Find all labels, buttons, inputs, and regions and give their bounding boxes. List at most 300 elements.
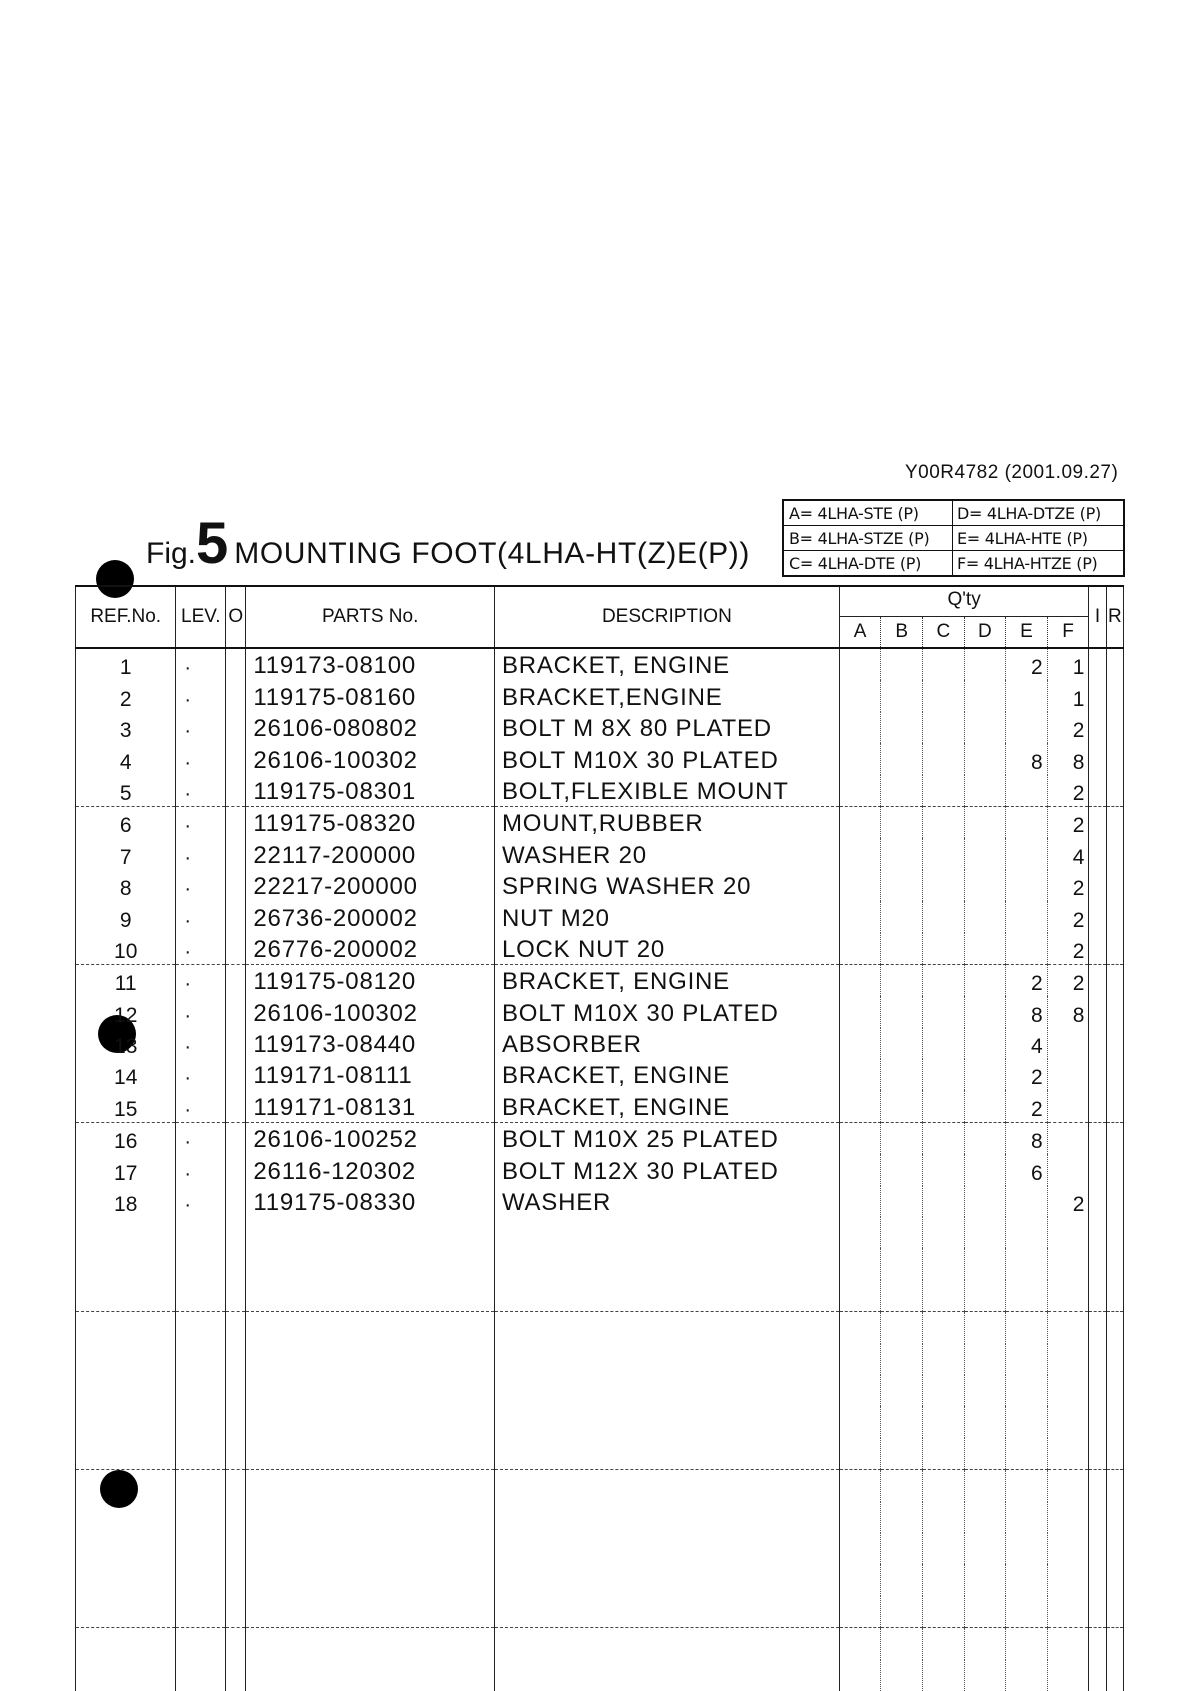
qty-e-cell bbox=[1006, 680, 1048, 711]
blank-cell bbox=[964, 1438, 1006, 1470]
r-cell bbox=[1106, 838, 1123, 869]
blank-cell bbox=[881, 1596, 923, 1628]
blank-row bbox=[76, 1660, 1124, 1691]
i-cell bbox=[1089, 1154, 1106, 1185]
blank-cell bbox=[176, 1344, 226, 1375]
blank-cell bbox=[76, 1375, 176, 1406]
lev-cell: · bbox=[176, 1122, 226, 1154]
blank-cell bbox=[1106, 1280, 1123, 1312]
o-cell bbox=[226, 680, 246, 711]
blank-cell bbox=[494, 1533, 839, 1564]
i-cell bbox=[1089, 680, 1106, 711]
blank-cell bbox=[1106, 1660, 1123, 1691]
qty-c-cell bbox=[923, 1090, 965, 1122]
blank-cell bbox=[1006, 1280, 1048, 1312]
blank-cell bbox=[76, 1596, 176, 1628]
qty-b-cell bbox=[881, 1154, 923, 1185]
blank-cell bbox=[176, 1470, 226, 1502]
blank-cell bbox=[1089, 1248, 1106, 1279]
blank-cell bbox=[1047, 1564, 1089, 1595]
part-number-cell: 119173-08440 bbox=[246, 1028, 495, 1059]
qty-b-cell bbox=[881, 648, 923, 680]
qty-d-cell bbox=[964, 964, 1006, 996]
part-number-cell: 119175-08160 bbox=[246, 680, 495, 711]
o-cell bbox=[226, 775, 246, 807]
blank-cell bbox=[494, 1217, 839, 1248]
blank-cell bbox=[176, 1596, 226, 1628]
description-cell: BOLT M12X 30 PLATED bbox=[494, 1154, 839, 1185]
blank-cell bbox=[226, 1344, 246, 1375]
blank-cell bbox=[1106, 1217, 1123, 1248]
ref-no-cell: 1 bbox=[76, 648, 176, 680]
qty-e-cell bbox=[1006, 1186, 1048, 1217]
o-cell bbox=[226, 838, 246, 869]
blank-cell bbox=[839, 1406, 881, 1437]
blank-cell bbox=[964, 1280, 1006, 1312]
o-cell bbox=[226, 806, 246, 838]
blank-cell bbox=[1006, 1248, 1048, 1279]
blank-cell bbox=[494, 1470, 839, 1502]
description-cell: BRACKET,ENGINE bbox=[494, 680, 839, 711]
blank-cell bbox=[839, 1375, 881, 1406]
blank-cell bbox=[1089, 1344, 1106, 1375]
qty-e-cell bbox=[1006, 712, 1048, 743]
qty-c-cell bbox=[923, 1186, 965, 1217]
qty-a-cell bbox=[839, 964, 881, 996]
lev-cell: · bbox=[176, 901, 226, 932]
table-row bbox=[76, 1186, 1124, 1217]
blank-cell bbox=[881, 1217, 923, 1248]
blank-cell bbox=[1089, 1502, 1106, 1533]
qty-b-cell bbox=[881, 680, 923, 711]
table-row bbox=[76, 1090, 1124, 1122]
r-cell bbox=[1106, 1059, 1123, 1090]
lev-cell: · bbox=[176, 870, 226, 901]
blank-cell bbox=[923, 1248, 965, 1279]
r-cell bbox=[1106, 806, 1123, 838]
part-number-cell: 26116-120302 bbox=[246, 1154, 495, 1185]
blank-cell bbox=[923, 1660, 965, 1691]
blank-cell bbox=[839, 1660, 881, 1691]
qty-e-cell: 8 bbox=[1006, 996, 1048, 1027]
blank-cell bbox=[1047, 1533, 1089, 1564]
o-cell bbox=[226, 648, 246, 680]
blank-cell bbox=[76, 1280, 176, 1312]
blank-cell bbox=[226, 1406, 246, 1437]
blank-cell bbox=[881, 1502, 923, 1533]
qty-f-cell: 2 bbox=[1047, 870, 1089, 901]
qty-f-cell bbox=[1047, 1059, 1089, 1090]
description-cell: BOLT,FLEXIBLE MOUNT bbox=[494, 775, 839, 807]
r-cell bbox=[1106, 870, 1123, 901]
r-cell bbox=[1106, 933, 1123, 965]
header-qty-f: F bbox=[1047, 617, 1089, 647]
blank-cell bbox=[226, 1312, 246, 1344]
lev-cell: · bbox=[176, 648, 226, 680]
description-cell: WASHER 20 bbox=[494, 838, 839, 869]
blank-cell bbox=[964, 1217, 1006, 1248]
o-cell bbox=[226, 712, 246, 743]
ref-no-cell: 6 bbox=[76, 806, 176, 838]
blank-cell bbox=[226, 1502, 246, 1533]
ref-no-cell: 3 bbox=[76, 712, 176, 743]
blank-cell bbox=[226, 1248, 246, 1279]
qty-e-cell bbox=[1006, 933, 1048, 965]
blank-cell bbox=[226, 1470, 246, 1502]
blank-cell bbox=[176, 1375, 226, 1406]
qty-a-cell bbox=[839, 806, 881, 838]
qty-b-cell bbox=[881, 964, 923, 996]
i-cell bbox=[1089, 712, 1106, 743]
description-cell: BRACKET, ENGINE bbox=[494, 648, 839, 680]
blank-cell bbox=[76, 1533, 176, 1564]
blank-row bbox=[76, 1375, 1124, 1406]
qty-e-cell bbox=[1006, 775, 1048, 807]
table-row bbox=[76, 712, 1124, 743]
qty-f-cell: 1 bbox=[1047, 648, 1089, 680]
qty-a-cell bbox=[839, 680, 881, 711]
o-cell bbox=[226, 1122, 246, 1154]
lev-cell: · bbox=[176, 964, 226, 996]
blank-cell bbox=[881, 1406, 923, 1437]
qty-a-cell bbox=[839, 743, 881, 774]
blank-row bbox=[76, 1344, 1124, 1375]
qty-f-cell bbox=[1047, 1122, 1089, 1154]
blank-cell bbox=[839, 1470, 881, 1502]
ref-no-cell: 7 bbox=[76, 838, 176, 869]
blank-cell bbox=[1047, 1438, 1089, 1470]
table-row bbox=[76, 1122, 1124, 1154]
table-row bbox=[76, 680, 1124, 711]
blank-cell bbox=[176, 1660, 226, 1691]
description-cell: BRACKET, ENGINE bbox=[494, 1059, 839, 1090]
lev-cell: · bbox=[176, 1154, 226, 1185]
table-row bbox=[76, 1028, 1124, 1059]
blank-cell bbox=[964, 1470, 1006, 1502]
legend-model-b: B= 4LHA-STZE (P) bbox=[789, 529, 930, 548]
blank-cell bbox=[494, 1248, 839, 1279]
qty-b-cell bbox=[881, 712, 923, 743]
qty-a-cell bbox=[839, 1186, 881, 1217]
o-cell bbox=[226, 933, 246, 965]
blank-cell bbox=[246, 1217, 495, 1248]
blank-cell bbox=[246, 1596, 495, 1628]
qty-c-cell bbox=[923, 964, 965, 996]
blank-cell bbox=[1006, 1217, 1048, 1248]
qty-b-cell bbox=[881, 870, 923, 901]
blank-cell bbox=[1106, 1312, 1123, 1344]
header-qty-c: C bbox=[922, 617, 964, 647]
blank-cell bbox=[246, 1470, 495, 1502]
lev-cell: · bbox=[176, 775, 226, 807]
blank-cell bbox=[1106, 1596, 1123, 1628]
table-row bbox=[76, 648, 1124, 680]
header-i: I bbox=[1089, 586, 1106, 648]
i-cell bbox=[1089, 996, 1106, 1027]
i-cell bbox=[1089, 838, 1106, 869]
qty-c-cell bbox=[923, 996, 965, 1027]
blank-row bbox=[76, 1470, 1124, 1502]
r-cell bbox=[1106, 1122, 1123, 1154]
qty-c-cell bbox=[923, 870, 965, 901]
blank-cell bbox=[494, 1596, 839, 1628]
i-cell bbox=[1089, 1090, 1106, 1122]
part-number-cell: 26106-100302 bbox=[246, 996, 495, 1027]
blank-cell bbox=[881, 1248, 923, 1279]
description-cell: BOLT M10X 25 PLATED bbox=[494, 1122, 839, 1154]
blank-cell bbox=[964, 1312, 1006, 1344]
blank-cell bbox=[226, 1375, 246, 1406]
table-row bbox=[76, 775, 1124, 807]
blank-cell bbox=[494, 1564, 839, 1595]
blank-cell bbox=[1106, 1470, 1123, 1502]
model-legend bbox=[782, 499, 1125, 577]
blank-cell bbox=[964, 1406, 1006, 1437]
blank-row bbox=[76, 1312, 1124, 1344]
qty-a-cell bbox=[839, 870, 881, 901]
qty-a-cell bbox=[839, 838, 881, 869]
qty-b-cell bbox=[881, 933, 923, 965]
legend-model-c: C= 4LHA-DTE (P) bbox=[789, 554, 922, 573]
blank-cell bbox=[1047, 1280, 1089, 1312]
blank-cell bbox=[881, 1312, 923, 1344]
blank-cell bbox=[1106, 1502, 1123, 1533]
qty-e-cell bbox=[1006, 838, 1048, 869]
blank-cell bbox=[839, 1248, 881, 1279]
blank-cell bbox=[1106, 1406, 1123, 1437]
qty-a-cell bbox=[839, 996, 881, 1027]
qty-f-cell bbox=[1047, 1090, 1089, 1122]
blank-cell bbox=[1047, 1344, 1089, 1375]
part-number-cell: 119175-08320 bbox=[246, 806, 495, 838]
o-cell bbox=[226, 743, 246, 774]
table-row bbox=[76, 870, 1124, 901]
blank-cell bbox=[246, 1280, 495, 1312]
legend-divider bbox=[784, 525, 1123, 526]
blank-cell bbox=[964, 1533, 1006, 1564]
blank-cell bbox=[881, 1470, 923, 1502]
blank-cell bbox=[964, 1564, 1006, 1595]
blank-cell bbox=[226, 1280, 246, 1312]
blank-cell bbox=[226, 1438, 246, 1470]
qty-d-cell bbox=[964, 775, 1006, 807]
blank-cell bbox=[76, 1217, 176, 1248]
blank-cell bbox=[246, 1312, 495, 1344]
r-cell bbox=[1106, 775, 1123, 807]
qty-e-cell: 4 bbox=[1006, 1028, 1048, 1059]
header-ref-no: REF.No. bbox=[76, 586, 176, 648]
part-number-cell: 22217-200000 bbox=[246, 870, 495, 901]
description-cell: BOLT M 8X 80 PLATED bbox=[494, 712, 839, 743]
qty-d-cell bbox=[964, 680, 1006, 711]
part-number-cell: 26106-080802 bbox=[246, 712, 495, 743]
blank-cell bbox=[246, 1406, 495, 1437]
qty-f-cell: 2 bbox=[1047, 964, 1089, 996]
lev-cell: · bbox=[176, 743, 226, 774]
o-cell bbox=[226, 1090, 246, 1122]
qty-f-cell: 1 bbox=[1047, 680, 1089, 711]
header-qty-a: A bbox=[853, 621, 867, 642]
blank-cell bbox=[494, 1406, 839, 1437]
blank-cell bbox=[923, 1564, 965, 1595]
blank-cell bbox=[1089, 1406, 1106, 1437]
lev-cell: · bbox=[176, 712, 226, 743]
blank-cell bbox=[1047, 1660, 1089, 1691]
blank-cell bbox=[176, 1248, 226, 1279]
blank-cell bbox=[176, 1438, 226, 1470]
blank-cell bbox=[76, 1312, 176, 1344]
qty-d-cell bbox=[964, 933, 1006, 965]
header-o: O bbox=[226, 586, 246, 648]
qty-c-cell bbox=[923, 1122, 965, 1154]
blank-cell bbox=[1006, 1660, 1048, 1691]
qty-d-cell bbox=[964, 648, 1006, 680]
figure-prefix: Fig. bbox=[146, 537, 197, 570]
qty-a-cell bbox=[839, 1028, 881, 1059]
qty-d-cell bbox=[964, 1122, 1006, 1154]
blank-cell bbox=[1106, 1375, 1123, 1406]
blank-cell bbox=[1047, 1217, 1089, 1248]
legend-model-d: D= 4LHA-DTZE (P) bbox=[957, 504, 1101, 523]
blank-cell bbox=[1089, 1533, 1106, 1564]
qty-e-cell: 6 bbox=[1006, 1154, 1048, 1185]
table-row bbox=[76, 933, 1124, 965]
i-cell bbox=[1089, 933, 1106, 965]
blank-cell bbox=[839, 1596, 881, 1628]
header-qty-b: B bbox=[880, 617, 922, 647]
blank-cell bbox=[1006, 1533, 1048, 1564]
blank-cell bbox=[1047, 1628, 1089, 1660]
i-cell bbox=[1089, 870, 1106, 901]
qty-b-cell bbox=[881, 775, 923, 807]
header-qty: Q'ty bbox=[840, 587, 1089, 617]
o-cell bbox=[226, 996, 246, 1027]
blank-cell bbox=[839, 1280, 881, 1312]
blank-cell bbox=[76, 1406, 176, 1437]
blank-cell bbox=[76, 1628, 176, 1660]
r-cell bbox=[1106, 1028, 1123, 1059]
blank-cell bbox=[246, 1628, 495, 1660]
blank-cell bbox=[1047, 1248, 1089, 1279]
qty-c-cell bbox=[923, 743, 965, 774]
blank-cell bbox=[923, 1470, 965, 1502]
blank-cell bbox=[1047, 1406, 1089, 1437]
qty-a-cell bbox=[839, 775, 881, 807]
blank-cell bbox=[226, 1660, 246, 1691]
lev-cell: · bbox=[176, 1028, 226, 1059]
blank-cell bbox=[839, 1217, 881, 1248]
blank-row bbox=[76, 1280, 1124, 1312]
qty-f-cell bbox=[1047, 1154, 1089, 1185]
blank-cell bbox=[1106, 1533, 1123, 1564]
qty-f-cell: 8 bbox=[1047, 996, 1089, 1027]
header-qty-d: D bbox=[964, 617, 1006, 647]
lev-cell: · bbox=[176, 1186, 226, 1217]
lev-cell: · bbox=[176, 680, 226, 711]
blank-cell bbox=[1089, 1628, 1106, 1660]
qty-e-cell: 2 bbox=[1006, 964, 1048, 996]
qty-f-cell: 8 bbox=[1047, 743, 1089, 774]
i-cell bbox=[1089, 1122, 1106, 1154]
part-number-cell: 26776-200002 bbox=[246, 933, 495, 965]
blank-cell bbox=[964, 1375, 1006, 1406]
description-cell: LOCK NUT 20 bbox=[494, 933, 839, 965]
r-cell bbox=[1106, 680, 1123, 711]
qty-e-cell: 8 bbox=[1006, 743, 1048, 774]
document-code: Y00R4782 (2001.09.27) bbox=[905, 462, 1119, 483]
lev-cell: · bbox=[176, 838, 226, 869]
qty-a-cell bbox=[839, 933, 881, 965]
description-cell: ABSORBER bbox=[494, 1028, 839, 1059]
legend-model-a: A= 4LHA-STE (P) bbox=[789, 504, 919, 523]
table-row bbox=[76, 806, 1124, 838]
qty-c-cell bbox=[923, 838, 965, 869]
ref-no-cell: 11 bbox=[76, 964, 176, 996]
blank-cell bbox=[176, 1628, 226, 1660]
blank-cell bbox=[839, 1628, 881, 1660]
blank-cell bbox=[226, 1217, 246, 1248]
table-row bbox=[76, 996, 1124, 1027]
o-cell bbox=[226, 1059, 246, 1090]
blank-cell bbox=[246, 1248, 495, 1279]
legend-model-e: E= 4LHA-HTE (P) bbox=[957, 529, 1088, 548]
blank-row bbox=[76, 1217, 1124, 1248]
figure-title bbox=[146, 510, 750, 577]
r-cell bbox=[1106, 648, 1123, 680]
blank-cell bbox=[964, 1660, 1006, 1691]
lev-cell: · bbox=[176, 1059, 226, 1090]
qty-a-cell bbox=[839, 1090, 881, 1122]
blank-cell bbox=[1006, 1470, 1048, 1502]
qty-d-cell bbox=[964, 1059, 1006, 1090]
i-cell bbox=[1089, 1028, 1106, 1059]
qty-d-cell bbox=[964, 870, 1006, 901]
i-cell bbox=[1089, 901, 1106, 932]
qty-b-cell bbox=[881, 838, 923, 869]
blank-cell bbox=[1089, 1596, 1106, 1628]
part-number-cell: 119171-08131 bbox=[246, 1090, 495, 1122]
blank-cell bbox=[964, 1248, 1006, 1279]
blank-cell bbox=[494, 1375, 839, 1406]
blank-cell bbox=[881, 1344, 923, 1375]
blank-cell bbox=[176, 1564, 226, 1595]
blank-cell bbox=[494, 1280, 839, 1312]
blank-cell bbox=[839, 1312, 881, 1344]
blank-cell bbox=[76, 1564, 176, 1595]
blank-cell bbox=[1106, 1564, 1123, 1595]
table-row bbox=[76, 1154, 1124, 1185]
qty-d-cell bbox=[964, 901, 1006, 932]
ref-no-cell: 16 bbox=[76, 1122, 176, 1154]
i-cell bbox=[1089, 1059, 1106, 1090]
blank-cell bbox=[1047, 1502, 1089, 1533]
blank-cell bbox=[494, 1502, 839, 1533]
lev-cell: · bbox=[176, 996, 226, 1027]
blank-cell bbox=[1106, 1438, 1123, 1470]
r-cell bbox=[1106, 996, 1123, 1027]
blank-cell bbox=[176, 1533, 226, 1564]
blank-cell bbox=[226, 1628, 246, 1660]
table-row bbox=[76, 901, 1124, 932]
blank-cell bbox=[176, 1280, 226, 1312]
r-cell bbox=[1106, 1186, 1123, 1217]
r-cell bbox=[1106, 743, 1123, 774]
blank-row bbox=[76, 1628, 1124, 1660]
blank-cell bbox=[226, 1564, 246, 1595]
blank-cell bbox=[964, 1628, 1006, 1660]
blank-cell bbox=[923, 1438, 965, 1470]
qty-e-cell bbox=[1006, 901, 1048, 932]
